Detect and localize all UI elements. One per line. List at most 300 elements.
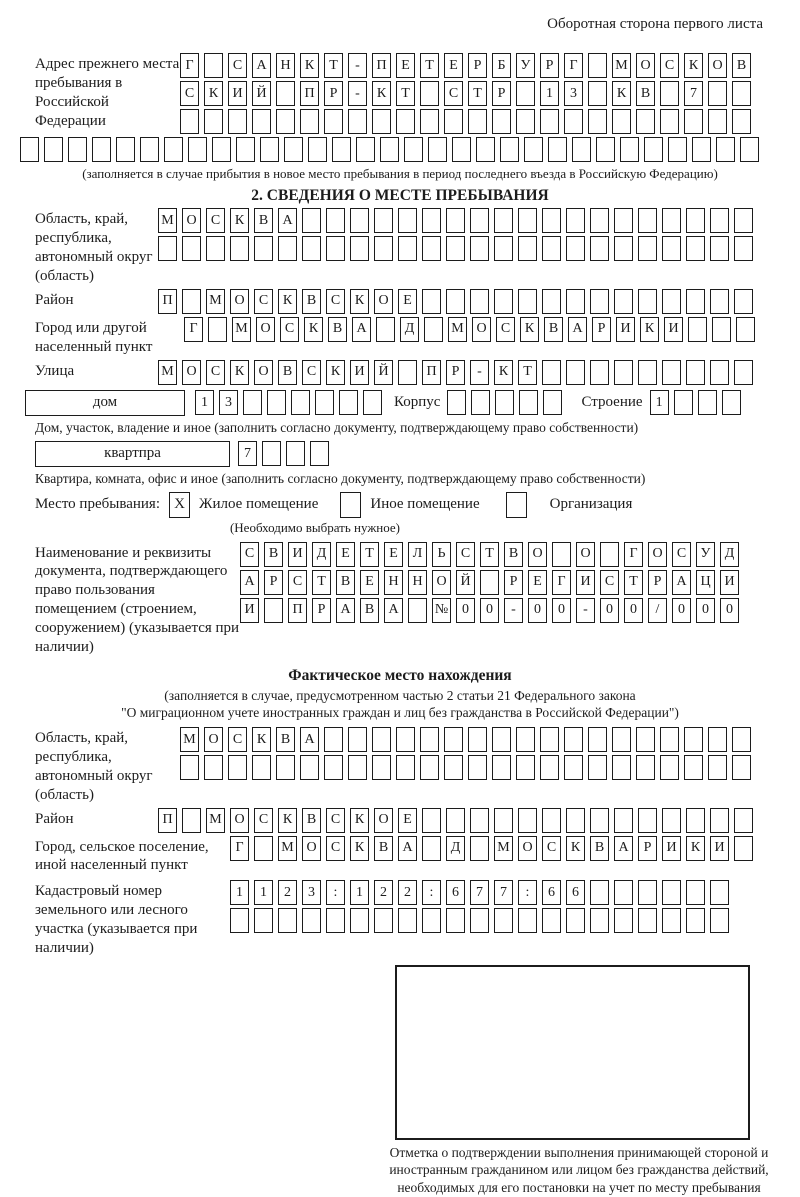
- char-cell[interactable]: С: [672, 542, 691, 567]
- char-cell[interactable]: [614, 360, 633, 385]
- char-cell[interactable]: 0: [720, 598, 739, 623]
- char-cell[interactable]: [326, 908, 345, 933]
- char-cell[interactable]: [324, 109, 343, 134]
- char-cell[interactable]: В: [276, 727, 295, 752]
- char-cell[interactable]: [614, 808, 633, 833]
- char-cell[interactable]: 1: [195, 390, 214, 415]
- char-cell[interactable]: [662, 908, 681, 933]
- char-cell[interactable]: К: [494, 360, 513, 385]
- char-cell[interactable]: И: [228, 81, 247, 106]
- char-cell[interactable]: [420, 81, 439, 106]
- char-cell[interactable]: [374, 208, 393, 233]
- char-cell[interactable]: К: [230, 208, 249, 233]
- char-cell[interactable]: [264, 598, 283, 623]
- char-cell[interactable]: [516, 727, 535, 752]
- char-cell[interactable]: И: [350, 360, 369, 385]
- char-cell[interactable]: [420, 109, 439, 134]
- char-cell[interactable]: О: [302, 836, 321, 861]
- char-cell[interactable]: [734, 236, 753, 261]
- char-cell[interactable]: [447, 390, 466, 415]
- char-cell[interactable]: [252, 755, 271, 780]
- char-cell[interactable]: [518, 289, 537, 314]
- char-cell[interactable]: К: [686, 836, 705, 861]
- char-cell[interactable]: Д: [446, 836, 465, 861]
- char-cell[interactable]: [516, 109, 535, 134]
- char-cell[interactable]: [612, 109, 631, 134]
- char-cell[interactable]: [688, 317, 707, 342]
- char-cell[interactable]: А: [398, 836, 417, 861]
- char-cell[interactable]: [638, 880, 657, 905]
- char-cell[interactable]: [708, 755, 727, 780]
- char-cell[interactable]: [548, 137, 567, 162]
- char-cell[interactable]: В: [374, 836, 393, 861]
- char-cell[interactable]: [398, 908, 417, 933]
- char-cell[interactable]: [92, 137, 111, 162]
- char-cell[interactable]: О: [528, 542, 547, 567]
- char-cell[interactable]: Д: [312, 542, 331, 567]
- char-cell[interactable]: [310, 441, 329, 466]
- char-cell[interactable]: [446, 808, 465, 833]
- char-cell[interactable]: [252, 109, 271, 134]
- char-cell[interactable]: №: [432, 598, 451, 623]
- char-cell[interactable]: У: [696, 542, 715, 567]
- char-cell[interactable]: 6: [566, 880, 585, 905]
- char-cell[interactable]: Г: [180, 53, 199, 78]
- char-cell[interactable]: [638, 289, 657, 314]
- char-cell[interactable]: [662, 880, 681, 905]
- char-cell[interactable]: О: [230, 808, 249, 833]
- char-cell[interactable]: В: [336, 570, 355, 595]
- char-cell[interactable]: [736, 317, 755, 342]
- char-cell[interactable]: [230, 908, 249, 933]
- char-cell[interactable]: С: [496, 317, 515, 342]
- char-cell[interactable]: М: [206, 289, 225, 314]
- char-cell[interactable]: [494, 208, 513, 233]
- char-cell[interactable]: Р: [492, 81, 511, 106]
- char-cell[interactable]: Д: [720, 542, 739, 567]
- char-cell[interactable]: [684, 109, 703, 134]
- char-cell[interactable]: Е: [444, 53, 463, 78]
- char-cell[interactable]: М: [612, 53, 631, 78]
- char-cell[interactable]: [638, 908, 657, 933]
- char-cell[interactable]: [350, 908, 369, 933]
- char-cell[interactable]: [698, 390, 717, 415]
- char-cell[interactable]: С: [456, 542, 475, 567]
- char-cell[interactable]: Р: [504, 570, 523, 595]
- char-cell[interactable]: П: [288, 598, 307, 623]
- char-cell[interactable]: Д: [400, 317, 419, 342]
- char-cell[interactable]: [590, 880, 609, 905]
- char-cell[interactable]: Г: [564, 53, 583, 78]
- char-cell[interactable]: С: [326, 836, 345, 861]
- char-cell[interactable]: [542, 808, 561, 833]
- char-cell[interactable]: А: [352, 317, 371, 342]
- stay-residential-checkbox[interactable]: X: [169, 492, 190, 518]
- char-cell[interactable]: [734, 836, 753, 861]
- char-cell[interactable]: [300, 755, 319, 780]
- char-cell[interactable]: Р: [324, 81, 343, 106]
- char-cell[interactable]: С: [302, 360, 321, 385]
- char-cell[interactable]: [470, 236, 489, 261]
- char-cell[interactable]: [212, 137, 231, 162]
- char-cell[interactable]: И: [616, 317, 635, 342]
- char-cell[interactable]: [712, 317, 731, 342]
- char-cell[interactable]: М: [448, 317, 467, 342]
- char-cell[interactable]: [588, 727, 607, 752]
- char-cell[interactable]: [302, 208, 321, 233]
- char-cell[interactable]: О: [708, 53, 727, 78]
- char-cell[interactable]: [398, 236, 417, 261]
- char-cell[interactable]: Т: [480, 542, 499, 567]
- char-cell[interactable]: Е: [396, 53, 415, 78]
- char-cell[interactable]: [452, 137, 471, 162]
- char-cell[interactable]: [620, 137, 639, 162]
- char-cell[interactable]: [348, 755, 367, 780]
- char-cell[interactable]: [254, 836, 273, 861]
- stay-organization-checkbox[interactable]: [506, 492, 527, 518]
- char-cell[interactable]: [518, 808, 537, 833]
- char-cell[interactable]: 7: [470, 880, 489, 905]
- char-cell[interactable]: 0: [456, 598, 475, 623]
- char-cell[interactable]: [300, 109, 319, 134]
- char-cell[interactable]: 0: [480, 598, 499, 623]
- char-cell[interactable]: [662, 289, 681, 314]
- char-cell[interactable]: Т: [360, 542, 379, 567]
- char-cell[interactable]: 3: [219, 390, 238, 415]
- char-cell[interactable]: [494, 289, 513, 314]
- char-cell[interactable]: К: [350, 289, 369, 314]
- char-cell[interactable]: [710, 236, 729, 261]
- char-cell[interactable]: 0: [552, 598, 571, 623]
- char-cell[interactable]: [590, 208, 609, 233]
- char-cell[interactable]: П: [372, 53, 391, 78]
- char-cell[interactable]: [332, 137, 351, 162]
- char-cell[interactable]: [470, 836, 489, 861]
- char-cell[interactable]: [588, 53, 607, 78]
- char-cell[interactable]: Р: [648, 570, 667, 595]
- char-cell[interactable]: [543, 390, 562, 415]
- char-cell[interactable]: В: [254, 208, 273, 233]
- char-cell[interactable]: [476, 137, 495, 162]
- char-cell[interactable]: [734, 289, 753, 314]
- char-cell[interactable]: А: [252, 53, 271, 78]
- char-cell[interactable]: В: [328, 317, 347, 342]
- char-cell[interactable]: Р: [468, 53, 487, 78]
- char-cell[interactable]: [540, 755, 559, 780]
- char-cell[interactable]: [446, 908, 465, 933]
- char-cell[interactable]: С: [444, 81, 463, 106]
- char-cell[interactable]: [716, 137, 735, 162]
- char-cell[interactable]: Е: [336, 542, 355, 567]
- char-cell[interactable]: [470, 208, 489, 233]
- char-cell[interactable]: [424, 317, 443, 342]
- char-cell[interactable]: [732, 81, 751, 106]
- char-cell[interactable]: П: [158, 289, 177, 314]
- char-cell[interactable]: [372, 727, 391, 752]
- char-cell[interactable]: Т: [396, 81, 415, 106]
- char-cell[interactable]: И: [240, 598, 259, 623]
- char-cell[interactable]: [636, 727, 655, 752]
- char-cell[interactable]: В: [302, 808, 321, 833]
- char-cell[interactable]: К: [640, 317, 659, 342]
- char-cell[interactable]: [638, 808, 657, 833]
- char-cell[interactable]: М: [278, 836, 297, 861]
- char-cell[interactable]: [540, 727, 559, 752]
- char-cell[interactable]: [398, 360, 417, 385]
- char-cell[interactable]: Т: [624, 570, 643, 595]
- char-cell[interactable]: [600, 542, 619, 567]
- char-cell[interactable]: [494, 808, 513, 833]
- char-cell[interactable]: [686, 289, 705, 314]
- char-cell[interactable]: В: [544, 317, 563, 342]
- char-cell[interactable]: Е: [384, 542, 403, 567]
- char-cell[interactable]: [422, 289, 441, 314]
- char-cell[interactable]: С: [180, 81, 199, 106]
- char-cell[interactable]: С: [326, 289, 345, 314]
- char-cell[interactable]: С: [228, 53, 247, 78]
- char-cell[interactable]: [140, 137, 159, 162]
- char-cell[interactable]: [372, 109, 391, 134]
- char-cell[interactable]: [276, 81, 295, 106]
- char-cell[interactable]: В: [636, 81, 655, 106]
- char-cell[interactable]: :: [326, 880, 345, 905]
- char-cell[interactable]: О: [256, 317, 275, 342]
- char-cell[interactable]: В: [278, 360, 297, 385]
- char-cell[interactable]: Р: [264, 570, 283, 595]
- char-cell[interactable]: [420, 755, 439, 780]
- char-cell[interactable]: [363, 390, 382, 415]
- char-cell[interactable]: Й: [252, 81, 271, 106]
- char-cell[interactable]: О: [472, 317, 491, 342]
- char-cell[interactable]: 3: [564, 81, 583, 106]
- char-cell[interactable]: [480, 570, 499, 595]
- char-cell[interactable]: В: [504, 542, 523, 567]
- char-cell[interactable]: 7: [684, 81, 703, 106]
- char-cell[interactable]: [188, 137, 207, 162]
- char-cell[interactable]: 1: [540, 81, 559, 106]
- char-cell[interactable]: Е: [360, 570, 379, 595]
- char-cell[interactable]: [470, 289, 489, 314]
- char-cell[interactable]: [564, 755, 583, 780]
- char-cell[interactable]: А: [568, 317, 587, 342]
- char-cell[interactable]: 0: [528, 598, 547, 623]
- char-cell[interactable]: [278, 236, 297, 261]
- char-cell[interactable]: [668, 137, 687, 162]
- char-cell[interactable]: К: [520, 317, 539, 342]
- char-cell[interactable]: 3: [302, 880, 321, 905]
- char-cell[interactable]: [614, 880, 633, 905]
- char-cell[interactable]: [243, 390, 262, 415]
- char-cell[interactable]: [708, 109, 727, 134]
- char-cell[interactable]: [516, 81, 535, 106]
- char-cell[interactable]: -: [348, 81, 367, 106]
- char-cell[interactable]: К: [612, 81, 631, 106]
- char-cell[interactable]: П: [158, 808, 177, 833]
- char-cell[interactable]: [495, 390, 514, 415]
- char-cell[interactable]: М: [158, 208, 177, 233]
- char-cell[interactable]: [692, 137, 711, 162]
- char-cell[interactable]: [20, 137, 39, 162]
- char-cell[interactable]: А: [240, 570, 259, 595]
- char-cell[interactable]: Г: [230, 836, 249, 861]
- char-cell[interactable]: [518, 908, 537, 933]
- char-cell[interactable]: Н: [408, 570, 427, 595]
- char-cell[interactable]: А: [278, 208, 297, 233]
- char-cell[interactable]: [315, 390, 334, 415]
- char-cell[interactable]: [262, 441, 281, 466]
- char-cell[interactable]: [228, 109, 247, 134]
- char-cell[interactable]: [674, 390, 693, 415]
- char-cell[interactable]: К: [278, 289, 297, 314]
- char-cell[interactable]: К: [372, 81, 391, 106]
- char-cell[interactable]: [326, 208, 345, 233]
- char-cell[interactable]: -: [576, 598, 595, 623]
- char-cell[interactable]: Р: [540, 53, 559, 78]
- char-cell[interactable]: [660, 109, 679, 134]
- char-cell[interactable]: /: [648, 598, 667, 623]
- char-cell[interactable]: [372, 755, 391, 780]
- char-cell[interactable]: [324, 755, 343, 780]
- char-cell[interactable]: Р: [638, 836, 657, 861]
- char-cell[interactable]: М: [494, 836, 513, 861]
- char-cell[interactable]: [612, 755, 631, 780]
- char-cell[interactable]: [542, 908, 561, 933]
- char-cell[interactable]: Р: [446, 360, 465, 385]
- char-cell[interactable]: [708, 727, 727, 752]
- char-cell[interactable]: Е: [528, 570, 547, 595]
- char-cell[interactable]: [662, 236, 681, 261]
- char-cell[interactable]: И: [576, 570, 595, 595]
- char-cell[interactable]: -: [470, 360, 489, 385]
- char-cell[interactable]: О: [204, 727, 223, 752]
- char-cell[interactable]: [254, 236, 273, 261]
- char-cell[interactable]: 1: [230, 880, 249, 905]
- char-cell[interactable]: [302, 236, 321, 261]
- char-cell[interactable]: [422, 908, 441, 933]
- char-cell[interactable]: [446, 208, 465, 233]
- char-cell[interactable]: 0: [600, 598, 619, 623]
- char-cell[interactable]: [572, 137, 591, 162]
- char-cell[interactable]: [182, 236, 201, 261]
- char-cell[interactable]: [710, 908, 729, 933]
- char-cell[interactable]: [158, 236, 177, 261]
- char-cell[interactable]: [444, 755, 463, 780]
- char-cell[interactable]: [684, 727, 703, 752]
- char-cell[interactable]: [396, 109, 415, 134]
- char-cell[interactable]: [710, 880, 729, 905]
- char-cell[interactable]: [44, 137, 63, 162]
- char-cell[interactable]: И: [720, 570, 739, 595]
- char-cell[interactable]: [291, 390, 310, 415]
- char-cell[interactable]: К: [300, 53, 319, 78]
- char-cell[interactable]: [276, 109, 295, 134]
- char-cell[interactable]: Т: [468, 81, 487, 106]
- char-cell[interactable]: [278, 908, 297, 933]
- char-cell[interactable]: [542, 360, 561, 385]
- char-cell[interactable]: 0: [672, 598, 691, 623]
- char-cell[interactable]: [566, 908, 585, 933]
- char-cell[interactable]: [230, 236, 249, 261]
- char-cell[interactable]: В: [302, 289, 321, 314]
- char-cell[interactable]: [204, 109, 223, 134]
- char-cell[interactable]: Ц: [696, 570, 715, 595]
- char-cell[interactable]: [446, 289, 465, 314]
- char-cell[interactable]: [516, 755, 535, 780]
- char-cell[interactable]: [404, 137, 423, 162]
- char-cell[interactable]: [734, 808, 753, 833]
- char-cell[interactable]: [638, 236, 657, 261]
- char-cell[interactable]: С: [660, 53, 679, 78]
- char-cell[interactable]: [302, 908, 321, 933]
- char-cell[interactable]: 7: [494, 880, 513, 905]
- char-cell[interactable]: С: [288, 570, 307, 595]
- char-cell[interactable]: С: [280, 317, 299, 342]
- char-cell[interactable]: [686, 808, 705, 833]
- char-cell[interactable]: [204, 53, 223, 78]
- char-cell[interactable]: [684, 755, 703, 780]
- char-cell[interactable]: Б: [492, 53, 511, 78]
- char-cell[interactable]: [380, 137, 399, 162]
- char-cell[interactable]: С: [254, 289, 273, 314]
- char-cell[interactable]: [350, 236, 369, 261]
- char-cell[interactable]: [710, 208, 729, 233]
- char-cell[interactable]: [710, 289, 729, 314]
- char-cell[interactable]: [686, 360, 705, 385]
- char-cell[interactable]: [116, 137, 135, 162]
- char-cell[interactable]: Е: [398, 289, 417, 314]
- char-cell[interactable]: О: [182, 208, 201, 233]
- char-cell[interactable]: Л: [408, 542, 427, 567]
- char-cell[interactable]: [444, 727, 463, 752]
- char-cell[interactable]: И: [288, 542, 307, 567]
- char-cell[interactable]: С: [206, 360, 225, 385]
- char-cell[interactable]: [68, 137, 87, 162]
- char-cell[interactable]: [734, 208, 753, 233]
- char-cell[interactable]: П: [300, 81, 319, 106]
- char-cell[interactable]: Ь: [432, 542, 451, 567]
- char-cell[interactable]: [686, 236, 705, 261]
- char-cell[interactable]: К: [230, 360, 249, 385]
- char-cell[interactable]: [444, 109, 463, 134]
- char-cell[interactable]: 1: [350, 880, 369, 905]
- char-cell[interactable]: [468, 727, 487, 752]
- char-cell[interactable]: [260, 137, 279, 162]
- char-cell[interactable]: Т: [420, 53, 439, 78]
- char-cell[interactable]: [636, 109, 655, 134]
- char-cell[interactable]: [564, 109, 583, 134]
- char-cell[interactable]: :: [518, 880, 537, 905]
- char-cell[interactable]: В: [360, 598, 379, 623]
- char-cell[interactable]: [492, 755, 511, 780]
- char-cell[interactable]: [590, 236, 609, 261]
- char-cell[interactable]: [566, 208, 585, 233]
- char-cell[interactable]: [732, 755, 751, 780]
- char-cell[interactable]: [446, 236, 465, 261]
- char-cell[interactable]: [588, 755, 607, 780]
- char-cell[interactable]: М: [180, 727, 199, 752]
- char-cell[interactable]: [566, 289, 585, 314]
- char-cell[interactable]: [588, 109, 607, 134]
- char-cell[interactable]: [180, 109, 199, 134]
- char-cell[interactable]: [374, 236, 393, 261]
- char-cell[interactable]: [492, 109, 511, 134]
- char-cell[interactable]: [542, 236, 561, 261]
- char-cell[interactable]: [236, 137, 255, 162]
- char-cell[interactable]: П: [422, 360, 441, 385]
- char-cell[interactable]: [662, 208, 681, 233]
- char-cell[interactable]: [524, 137, 543, 162]
- char-cell[interactable]: Й: [374, 360, 393, 385]
